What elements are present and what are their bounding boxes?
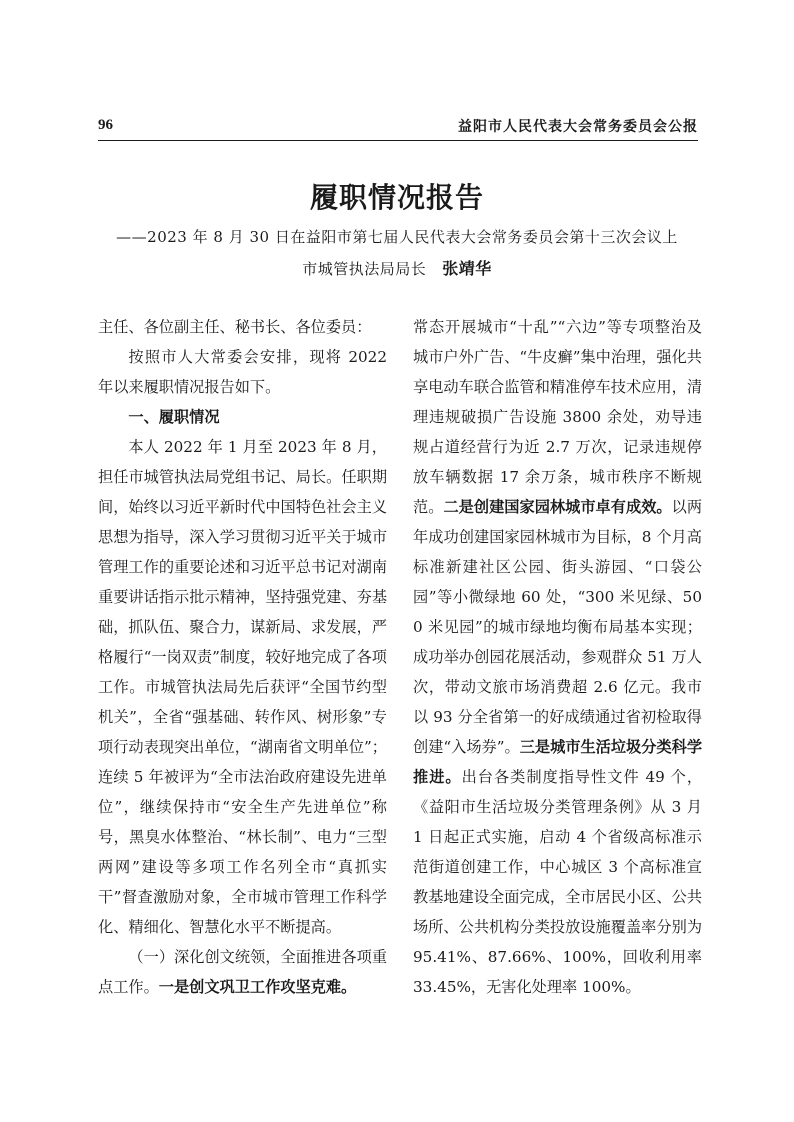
left-column — [98, 312, 387, 1002]
header-rule — [98, 140, 698, 141]
report-subtitle: ——2023 年 8 月 30 日在益阳市第七届人民代表大会常务委员会第十三次会议上 — [116, 228, 678, 246]
body-text-b: 以两年成功创建国家园林城市为目标，8 个月高标准新建社区公园、街头游园、“口袋公园”等小微绿地 60 处，“300 米见绿、500 米见园”的城市绿地均衡布局基本实现；成功举办创园花展活动，参观群众 51 万人次，带动文旅市场消费超 2.6 亿元。我市以 93 分全省第一的好成绩通过省初检取得创建“入场券”。 — [413, 498, 703, 756]
intro-paragraph: 按照市人大常委会安排，现将 2022 年以来履职情况报告如下。 — [98, 348, 387, 396]
body-text-a: 常态开展城市“十乱”“六边”等专项整治及城市户外广告、“牛皮癣”集中治理，强化共享电动车联合监管和精准停车技术应用，清理违规破损广告设施 3800 余处，劝导违规占道经营行为近 2.7 万次，记录违规停放车辆数据 17 余万条，城市秩序不断规范。 — [413, 318, 702, 516]
key-point-1: 一是创文巩卫工作攻坚克难。 — [158, 978, 357, 996]
section-heading-1: 一、履职情况 — [128, 408, 220, 426]
page-header — [98, 113, 698, 139]
body-text-c: 出台各类制度指导性文件 49 个，《益阳市生活垃圾分类管理条例》从 3 月 1 日起正式实施，启动 4 个省级高标准示范街道创建工作，中心城区 3 个高标准宣教基地建设全面完成，全市居民小区、公共场所、公共机构分类投放设施覆盖率分别为 95.41%、87.66%、100%，回收利用率 33.45%，无害化处理率 100%。 — [413, 768, 703, 996]
salutation: 主任、各位副主任、秘书长、各位委员： — [98, 318, 372, 336]
body-paragraph: 本人 2022 年 1 月至 2023 年 8 月，担任市城管执法局党组书记、局长。任职期间，始终以习近平新时代中国特色社会主义思想为指导，深入学习贯彻习近平关于城市管理工作的重要论述和习近平总书记对湖南重要讲话指示批示精神，坚持强党建、夯基础，抓队伍、聚合力，谋新局、求发展，严格履行“一岗双责”制度，较好地完成了各项工作。市城管执法局先后获评“全国节约型机关”，全省“强基础、转作风、树形象”专项行动表现突出单位，“湖南省文明单位”；连续 5 年被评为“全市法治政府建设先进单位”，继续保持市“安全生产先进单位”称号，黑臭水体整治、“林长制”、电力“三型两网”建设等多项工作名列全市“真抓实干”督查激励对象，全市城市管理工作科学化、精细化、智慧化水平不断提高。 — [98, 438, 387, 936]
right-column — [413, 312, 702, 1002]
key-point-2: 二是创建国家园林城市卓有成效。 — [443, 498, 672, 516]
subsection-heading: （一）深化创文统领，全面推进各项重点工作。 — [98, 948, 387, 996]
key-point-3: 三是城市生活垃圾分类科学推进。 — [413, 738, 703, 786]
byline — [0, 256, 794, 279]
page-number: 96 — [98, 117, 113, 133]
subsection-paragraph — [98, 942, 387, 1002]
journal-name: 益阳市人民代表大会常务委员会公报 — [458, 119, 698, 135]
body-paragraph-continued — [413, 312, 702, 1002]
author-name: 张靖华 — [442, 259, 492, 278]
report-title: 履职情况报告 — [309, 181, 484, 214]
author-position: 市城管执法局局长 — [302, 260, 427, 278]
